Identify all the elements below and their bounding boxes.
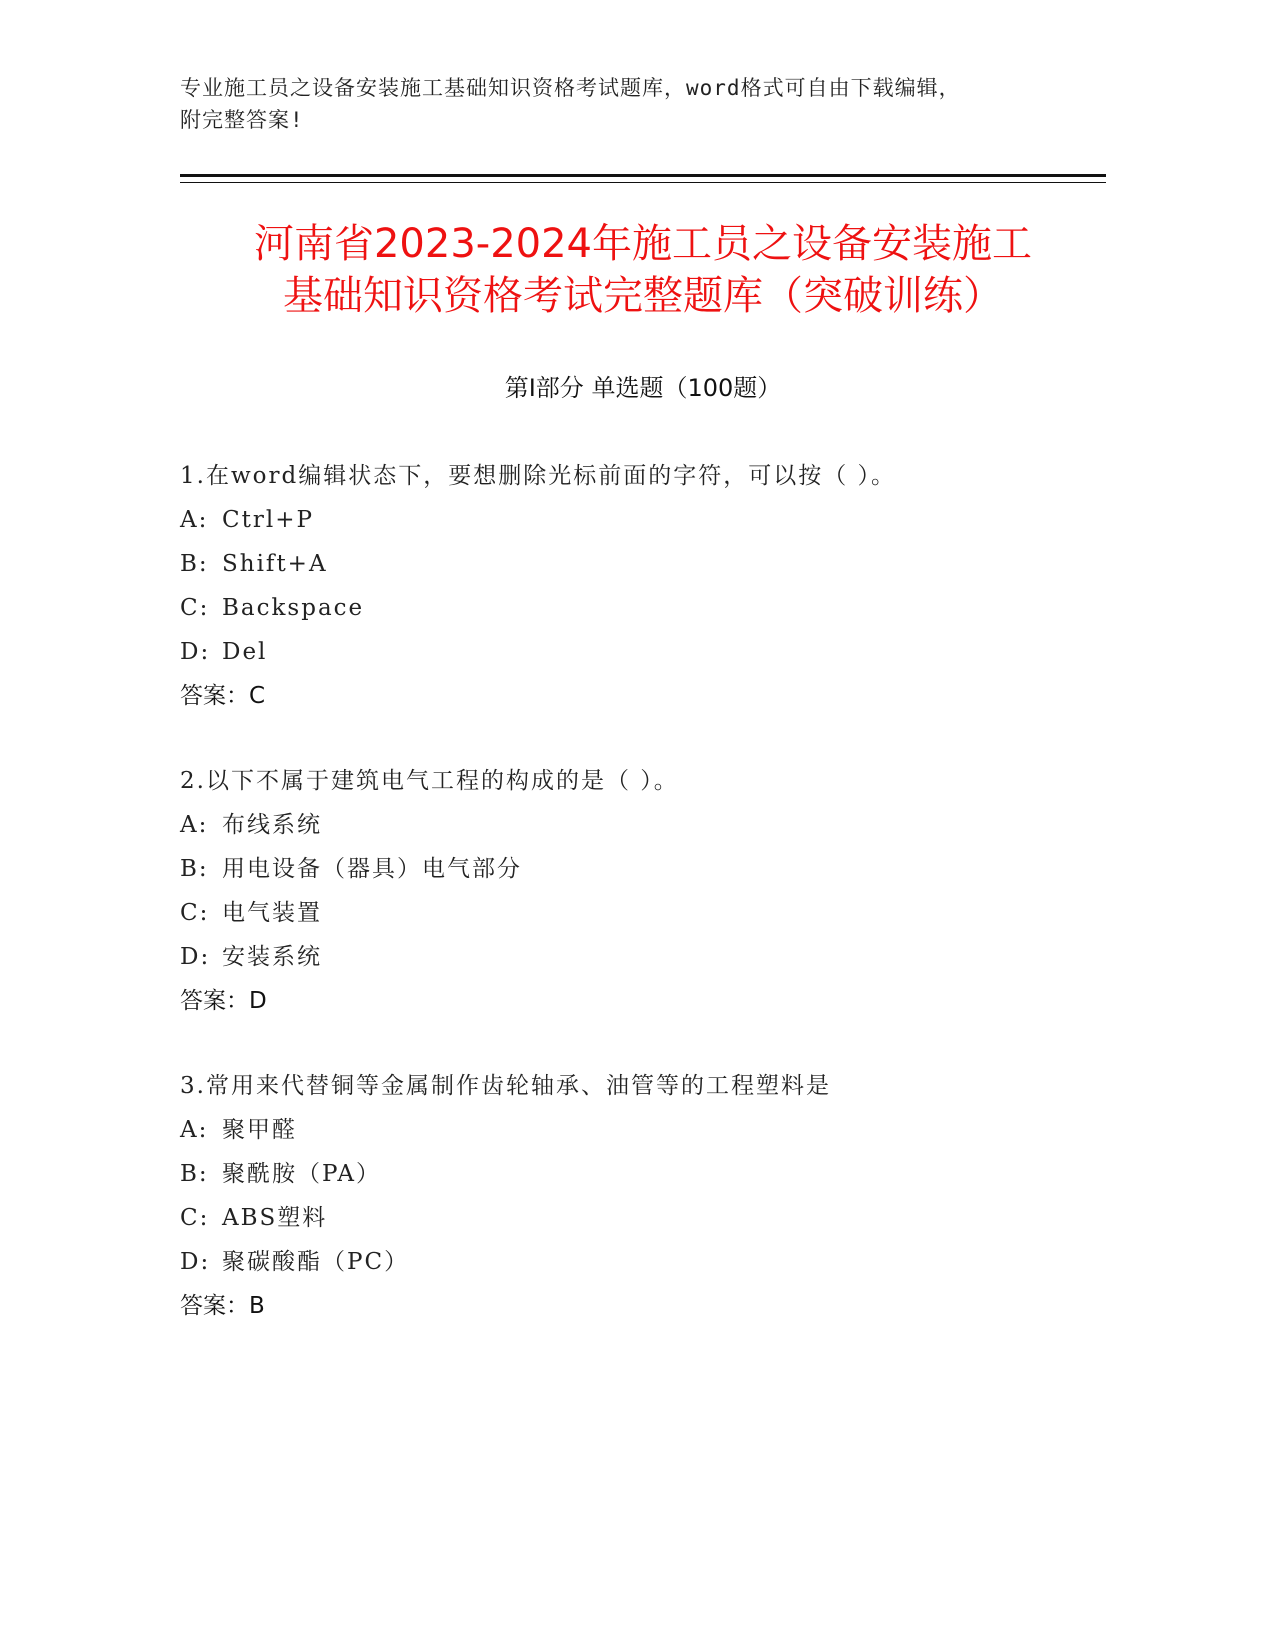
option-letter: C:: [180, 900, 210, 926]
option-text: ABS塑料: [222, 1205, 328, 1231]
header-note-line-1: 专业施工员之设备安装施工基础知识资格考试题库，word格式可自由下载编辑，: [180, 76, 961, 100]
header-note-line-2: 附完整答案!: [180, 108, 304, 132]
option-text: Shift+A: [222, 551, 328, 577]
answer: 答案：C: [180, 683, 266, 709]
option-text: Backspace: [222, 595, 365, 621]
option-letter: D:: [180, 639, 211, 665]
option-text: 聚甲醛: [222, 1117, 297, 1143]
option-text: Ctrl+P: [222, 507, 314, 533]
option-text: 安装系统: [222, 944, 322, 970]
option-letter: C:: [180, 1205, 210, 1231]
option-a: [180, 803, 1106, 847]
document-title-line-2: 基础知识资格考试完整题库（突破训练）: [283, 273, 1003, 319]
option-letter: D:: [180, 944, 211, 970]
option-letter: B:: [180, 551, 209, 577]
option-b: [180, 542, 1106, 586]
question-stem: 2.以下不属于建筑电气工程的构成的是（ ）。: [180, 768, 679, 794]
option-letter: A:: [180, 812, 209, 838]
header-rule-thick: [180, 174, 1106, 177]
option-c: [180, 586, 1106, 630]
option-c: [180, 1196, 1106, 1240]
question-stem: 1.在word编辑状态下，要想删除光标前面的字符，可以按（ ）。: [180, 463, 897, 489]
option-letter: A:: [180, 1117, 209, 1143]
option-d: [180, 935, 1106, 979]
answer: 答案：D: [180, 988, 267, 1014]
option-letter: B:: [180, 856, 209, 882]
section-heading: 第Ⅰ部分 单选题（100题）: [504, 374, 782, 402]
header-note: [180, 72, 1060, 136]
question-3: [180, 1064, 1106, 1328]
document-title: [180, 218, 1106, 322]
option-text: 聚碳酸酯（PC）: [222, 1249, 410, 1275]
option-letter: C:: [180, 595, 210, 621]
option-text: Del: [222, 639, 268, 665]
option-b: [180, 847, 1106, 891]
option-letter: B:: [180, 1161, 209, 1187]
option-letter: D:: [180, 1249, 211, 1275]
option-letter: A:: [180, 507, 209, 533]
header-rule-thin: [180, 182, 1106, 183]
answer: 答案：B: [180, 1293, 265, 1319]
option-b: [180, 1152, 1106, 1196]
option-text: 聚酰胺（PA）: [222, 1161, 381, 1187]
document-title-line-1: 河南省2023-2024年施工员之设备安装施工: [253, 221, 1033, 267]
option-text: 用电设备（器具）电气部分: [222, 856, 522, 882]
question-1: [180, 454, 1106, 718]
option-a: [180, 1108, 1106, 1152]
option-a: [180, 498, 1106, 542]
option-c: [180, 891, 1106, 935]
option-d: [180, 1240, 1106, 1284]
option-text: 布线系统: [222, 812, 322, 838]
option-text: 电气装置: [222, 900, 322, 926]
option-d: [180, 630, 1106, 674]
question-stem: 3.常用来代替铜等金属制作齿轮轴承、油管等的工程塑料是: [180, 1073, 831, 1099]
question-2: [180, 759, 1106, 1023]
